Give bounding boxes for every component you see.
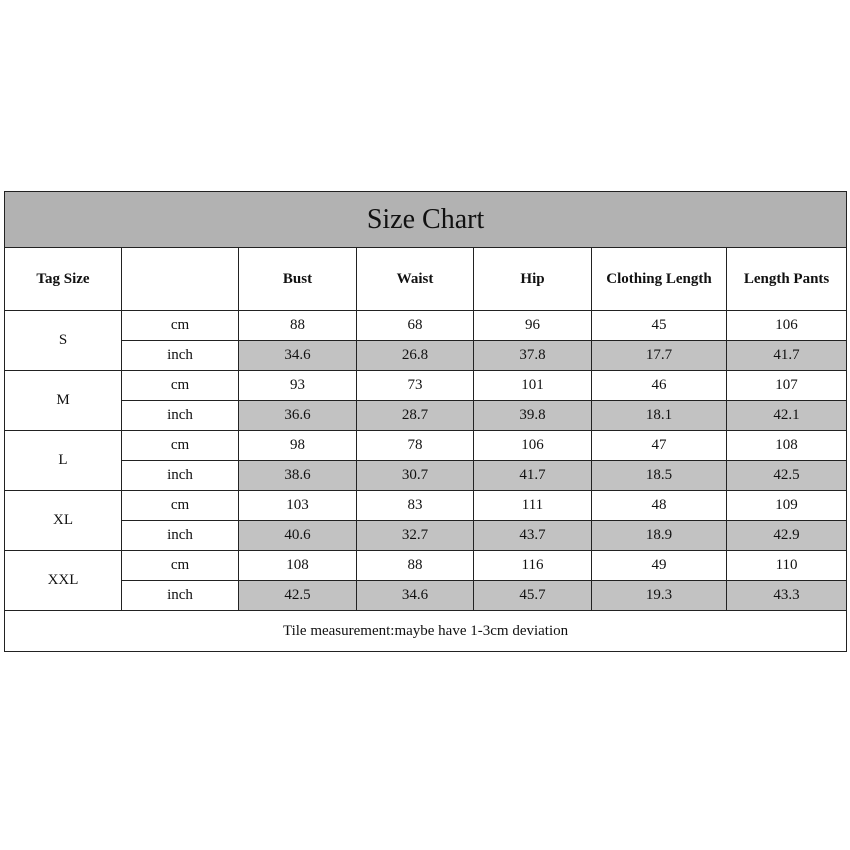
unit-cell: inch bbox=[122, 581, 239, 611]
clothing-length-value-cell: 17.7 bbox=[592, 341, 727, 371]
clothing-length-value-cell: 19.3 bbox=[592, 581, 727, 611]
header-tag-size: Tag Size bbox=[5, 248, 122, 311]
hip-value-cell: 45.7 bbox=[474, 581, 592, 611]
waist-value-cell: 88 bbox=[357, 551, 474, 581]
hip-value-cell: 106 bbox=[474, 431, 592, 461]
bust-value-cell: 34.6 bbox=[239, 341, 357, 371]
length-pants-value-cell: 43.3 bbox=[727, 581, 847, 611]
bust-value-cell: 88 bbox=[239, 311, 357, 341]
bust-value-cell: 93 bbox=[239, 371, 357, 401]
length-pants-value-cell: 106 bbox=[727, 311, 847, 341]
table-row bbox=[5, 581, 847, 611]
table-row bbox=[5, 521, 847, 551]
hip-value-cell: 37.8 bbox=[474, 341, 592, 371]
clothing-length-value-cell: 49 bbox=[592, 551, 727, 581]
waist-value-cell: 73 bbox=[357, 371, 474, 401]
hip-value-cell: 101 bbox=[474, 371, 592, 401]
table-row bbox=[5, 341, 847, 371]
length-pants-value-cell: 110 bbox=[727, 551, 847, 581]
hip-value-cell: 111 bbox=[474, 491, 592, 521]
clothing-length-value-cell: 45 bbox=[592, 311, 727, 341]
bust-value-cell: 36.6 bbox=[239, 401, 357, 431]
unit-cell: cm bbox=[122, 491, 239, 521]
bust-value-cell: 98 bbox=[239, 431, 357, 461]
size-chart-table bbox=[4, 191, 847, 652]
chart-title: Size Chart bbox=[5, 192, 847, 248]
header-length-pants: Length Pants bbox=[727, 248, 847, 311]
hip-value-cell: 39.8 bbox=[474, 401, 592, 431]
length-pants-value-cell: 42.1 bbox=[727, 401, 847, 431]
waist-value-cell: 83 bbox=[357, 491, 474, 521]
clothing-length-value-cell: 47 bbox=[592, 431, 727, 461]
header-bust: Bust bbox=[239, 248, 357, 311]
footer-note: Tile measurement:maybe have 1-3cm deviation bbox=[5, 611, 847, 652]
hip-value-cell: 96 bbox=[474, 311, 592, 341]
bust-value-cell: 38.6 bbox=[239, 461, 357, 491]
table-row bbox=[5, 551, 847, 581]
clothing-length-value-cell: 18.9 bbox=[592, 521, 727, 551]
table-row bbox=[5, 491, 847, 521]
clothing-length-value-cell: 18.5 bbox=[592, 461, 727, 491]
unit-cell: cm bbox=[122, 311, 239, 341]
waist-value-cell: 34.6 bbox=[357, 581, 474, 611]
hip-value-cell: 41.7 bbox=[474, 461, 592, 491]
tag-size-cell: L bbox=[5, 431, 122, 491]
clothing-length-value-cell: 48 bbox=[592, 491, 727, 521]
bust-value-cell: 40.6 bbox=[239, 521, 357, 551]
bust-value-cell: 103 bbox=[239, 491, 357, 521]
clothing-length-value-cell: 46 bbox=[592, 371, 727, 401]
unit-cell: inch bbox=[122, 401, 239, 431]
clothing-length-value-cell: 18.1 bbox=[592, 401, 727, 431]
header-unit bbox=[122, 248, 239, 311]
unit-cell: inch bbox=[122, 461, 239, 491]
length-pants-value-cell: 108 bbox=[727, 431, 847, 461]
tag-size-cell: XXL bbox=[5, 551, 122, 611]
unit-cell: cm bbox=[122, 551, 239, 581]
tag-size-cell: S bbox=[5, 311, 122, 371]
table-row bbox=[5, 371, 847, 401]
table-row bbox=[5, 431, 847, 461]
length-pants-value-cell: 109 bbox=[727, 491, 847, 521]
waist-value-cell: 26.8 bbox=[357, 341, 474, 371]
bust-value-cell: 42.5 bbox=[239, 581, 357, 611]
length-pants-value-cell: 41.7 bbox=[727, 341, 847, 371]
waist-value-cell: 30.7 bbox=[357, 461, 474, 491]
table-row bbox=[5, 461, 847, 491]
header-hip: Hip bbox=[474, 248, 592, 311]
header-waist: Waist bbox=[357, 248, 474, 311]
tag-size-cell: XL bbox=[5, 491, 122, 551]
hip-value-cell: 43.7 bbox=[474, 521, 592, 551]
length-pants-value-cell: 42.9 bbox=[727, 521, 847, 551]
waist-value-cell: 28.7 bbox=[357, 401, 474, 431]
tag-size-cell: M bbox=[5, 371, 122, 431]
unit-cell: cm bbox=[122, 431, 239, 461]
header-clothing-length: Clothing Length bbox=[592, 248, 727, 311]
unit-cell: inch bbox=[122, 341, 239, 371]
column-header-row bbox=[5, 248, 847, 311]
size-rows bbox=[5, 311, 847, 611]
length-pants-value-cell: 107 bbox=[727, 371, 847, 401]
unit-cell: cm bbox=[122, 371, 239, 401]
table-row bbox=[5, 401, 847, 431]
bust-value-cell: 108 bbox=[239, 551, 357, 581]
waist-value-cell: 68 bbox=[357, 311, 474, 341]
waist-value-cell: 32.7 bbox=[357, 521, 474, 551]
hip-value-cell: 116 bbox=[474, 551, 592, 581]
waist-value-cell: 78 bbox=[357, 431, 474, 461]
unit-cell: inch bbox=[122, 521, 239, 551]
table-row bbox=[5, 311, 847, 341]
length-pants-value-cell: 42.5 bbox=[727, 461, 847, 491]
